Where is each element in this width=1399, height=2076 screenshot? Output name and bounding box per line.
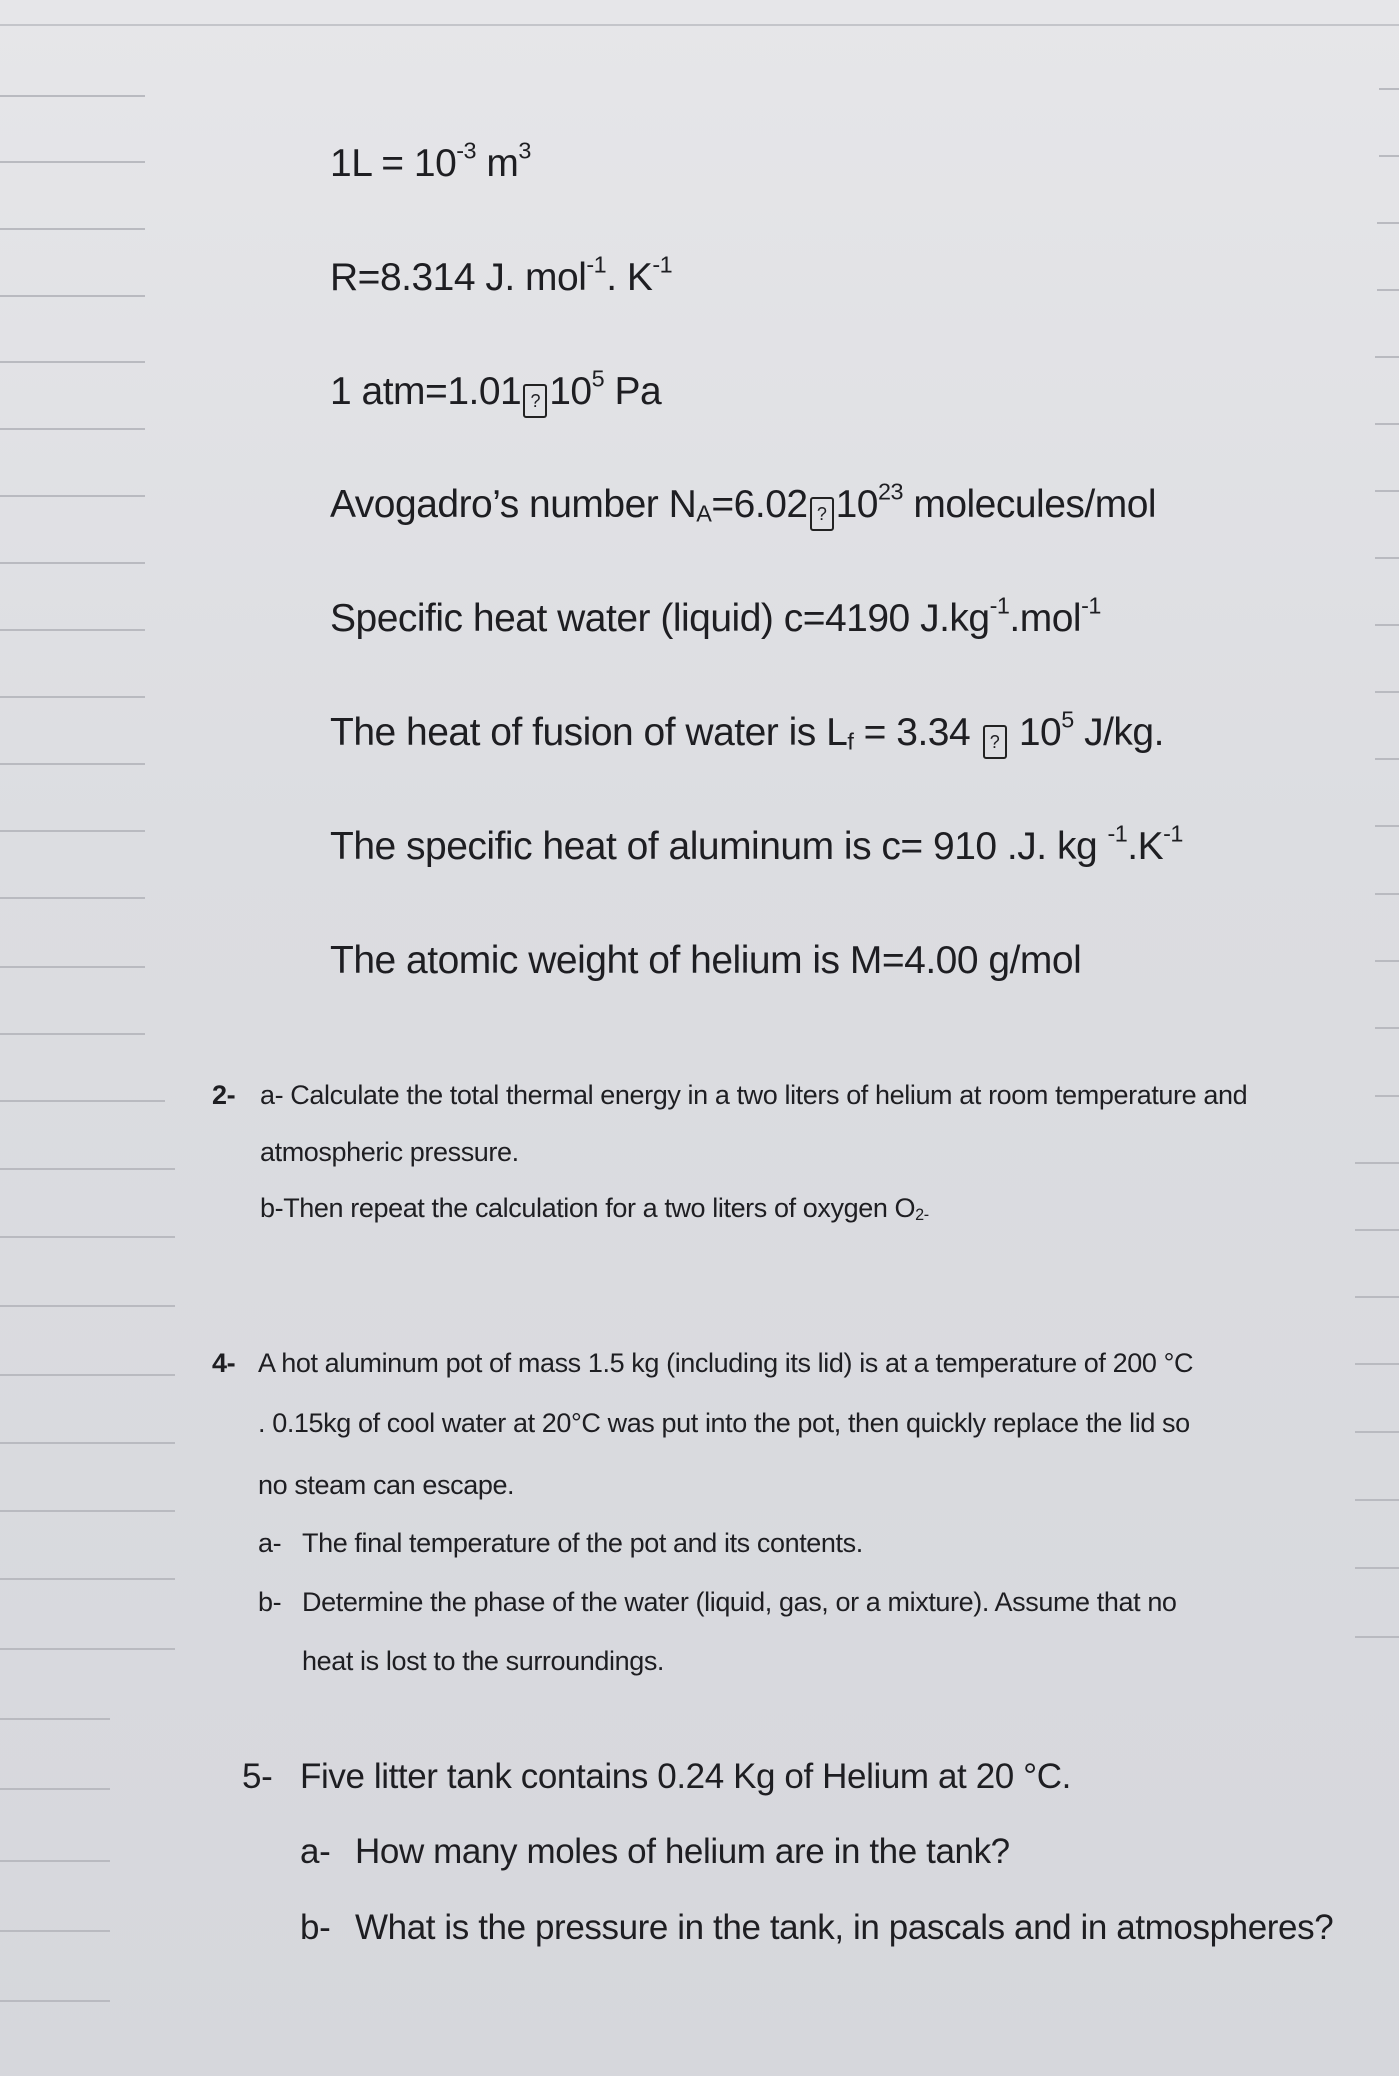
ruled-line	[1375, 1095, 1399, 1097]
ruled-line	[0, 1718, 110, 1720]
ruled-line	[0, 1510, 175, 1512]
ruled-line	[0, 1788, 110, 1790]
ruled-line	[1375, 423, 1399, 425]
ruled-line	[0, 1033, 145, 1035]
constant-avogadro: Avogadro’s number $N_A=6.02$ ? $10^{23}$ molecules/mol	[330, 483, 1156, 531]
ruled-line	[0, 295, 145, 297]
problem-5-a-label: a-	[300, 1832, 331, 1871]
ruled-line	[0, 1930, 110, 1932]
problem-5-part-a: How many moles of helium are in the tank?	[355, 1832, 1010, 1871]
problem-2-number: 2-	[212, 1080, 236, 1110]
constant-heat-of-fusion: The heat of fusion of water is $L_f = 3.34$ ? $10^5$ J/kg.	[330, 711, 1164, 759]
problem-4-number: 4-	[212, 1348, 236, 1378]
ruled-line	[1375, 490, 1399, 492]
ruled-line	[0, 1648, 175, 1650]
ruled-line	[1375, 624, 1399, 626]
ruled-line	[1377, 222, 1399, 224]
ruled-line	[0, 696, 145, 698]
ruled-line	[0, 161, 145, 163]
ruled-line	[0, 1442, 175, 1444]
ruled-line	[0, 1168, 175, 1170]
ruled-line	[0, 763, 145, 765]
constant-gas-r: R=8.314 J. mol$^{-1}$. $K^{-1}$	[330, 251, 673, 299]
ruled-line	[0, 2000, 110, 2002]
problem-4-part-b: Determine the phase of the water (liquid, gas, or a mixture). Assume that no	[302, 1587, 1177, 1617]
ruled-line	[1355, 1229, 1399, 1231]
constant-aluminum-specific-heat: The specific heat of aluminum is c= 910 .J. kg $^{-1}.K^{-1}$	[330, 820, 1183, 868]
ruled-line	[0, 966, 145, 968]
problem-2-part-b: b-Then repeat the calculation for a two liters of oxygen $O_{2-}$	[260, 1193, 929, 1225]
problem-4-line-3: no steam can escape.	[258, 1470, 515, 1500]
problem-5-line-1: Five litter tank contains 0.24 Kg of Helium at 20 °C.	[300, 1757, 1071, 1796]
problem-5-number: 5-	[242, 1757, 273, 1796]
ruled-line	[1379, 155, 1399, 157]
ruled-line	[1355, 1499, 1399, 1501]
constant-helium-weight: The atomic weight of helium is M=4.00 g/mol	[330, 939, 1082, 982]
problem-4-a-label: a-	[258, 1528, 282, 1558]
ruled-line	[1375, 960, 1399, 962]
ruled-line	[1375, 356, 1399, 358]
problem-4-b-label: b-	[258, 1587, 282, 1617]
ruled-line	[0, 897, 145, 899]
ruled-line	[0, 1860, 110, 1862]
ruled-line	[0, 1578, 175, 1580]
constant-liter: $1L = 10^{-3}$ $m^3$	[330, 137, 531, 185]
ruled-line	[0, 428, 145, 430]
ruled-line	[0, 629, 145, 631]
ruled-line	[1355, 1636, 1399, 1638]
missing-glyph-box: ?	[983, 725, 1007, 759]
missing-glyph-box: ?	[810, 497, 834, 531]
problem-4-part-a: The final temperature of the pot and its contents.	[302, 1528, 863, 1558]
problem-5-part-b: What is the pressure in the tank, in pascals and in atmospheres?	[355, 1908, 1334, 1947]
ruled-line	[0, 1374, 175, 1376]
ruled-line	[0, 228, 145, 230]
problem-2-part-a-cont: atmospheric pressure.	[260, 1137, 519, 1167]
ruled-line	[0, 562, 145, 564]
ruled-line	[1375, 691, 1399, 693]
ruled-line	[0, 830, 145, 832]
ruled-line	[1375, 1027, 1399, 1029]
problem-5-b-label: b-	[300, 1908, 331, 1947]
ruled-line	[0, 95, 145, 97]
problem-4-line-2: . 0.15kg of cool water at 20°C was put into the pot, then quickly replace the lid so	[258, 1408, 1190, 1438]
problem-4-part-b-cont: heat is lost to the surroundings.	[302, 1646, 665, 1676]
ruled-line	[1355, 1567, 1399, 1569]
ruled-line	[1355, 1431, 1399, 1433]
constant-atm: 1 atm=1.01 ? $10^5$ Pa	[330, 370, 661, 418]
problem-4-line-1: A hot aluminum pot of mass 1.5 kg (including its lid) is at a temperature of 200 °C	[258, 1348, 1194, 1378]
missing-glyph-box: ?	[523, 384, 547, 418]
constant-specific-heat-water: Specific heat water (liquid) c=4190 $J.kg^{-1}.mol^{-1}$	[330, 592, 1101, 640]
ruled-line	[1377, 289, 1399, 291]
ruled-line	[0, 495, 145, 497]
ruled-line	[1355, 1363, 1399, 1365]
ruled-line	[1375, 825, 1399, 827]
problem-2-part-a: a- Calculate the total thermal energy in a two liters of helium at room temperature and	[260, 1080, 1248, 1110]
ruled-line	[1375, 758, 1399, 760]
ruled-line	[0, 361, 145, 363]
ruled-line	[0, 1236, 175, 1238]
ruled-line	[0, 1100, 165, 1102]
page-top-edge	[0, 24, 1399, 26]
ruled-line	[1379, 88, 1399, 90]
ruled-line	[1355, 1296, 1399, 1298]
ruled-line	[0, 1305, 175, 1307]
ruled-line	[1375, 557, 1399, 559]
ruled-line	[1375, 893, 1399, 895]
ruled-line	[1355, 1162, 1399, 1164]
